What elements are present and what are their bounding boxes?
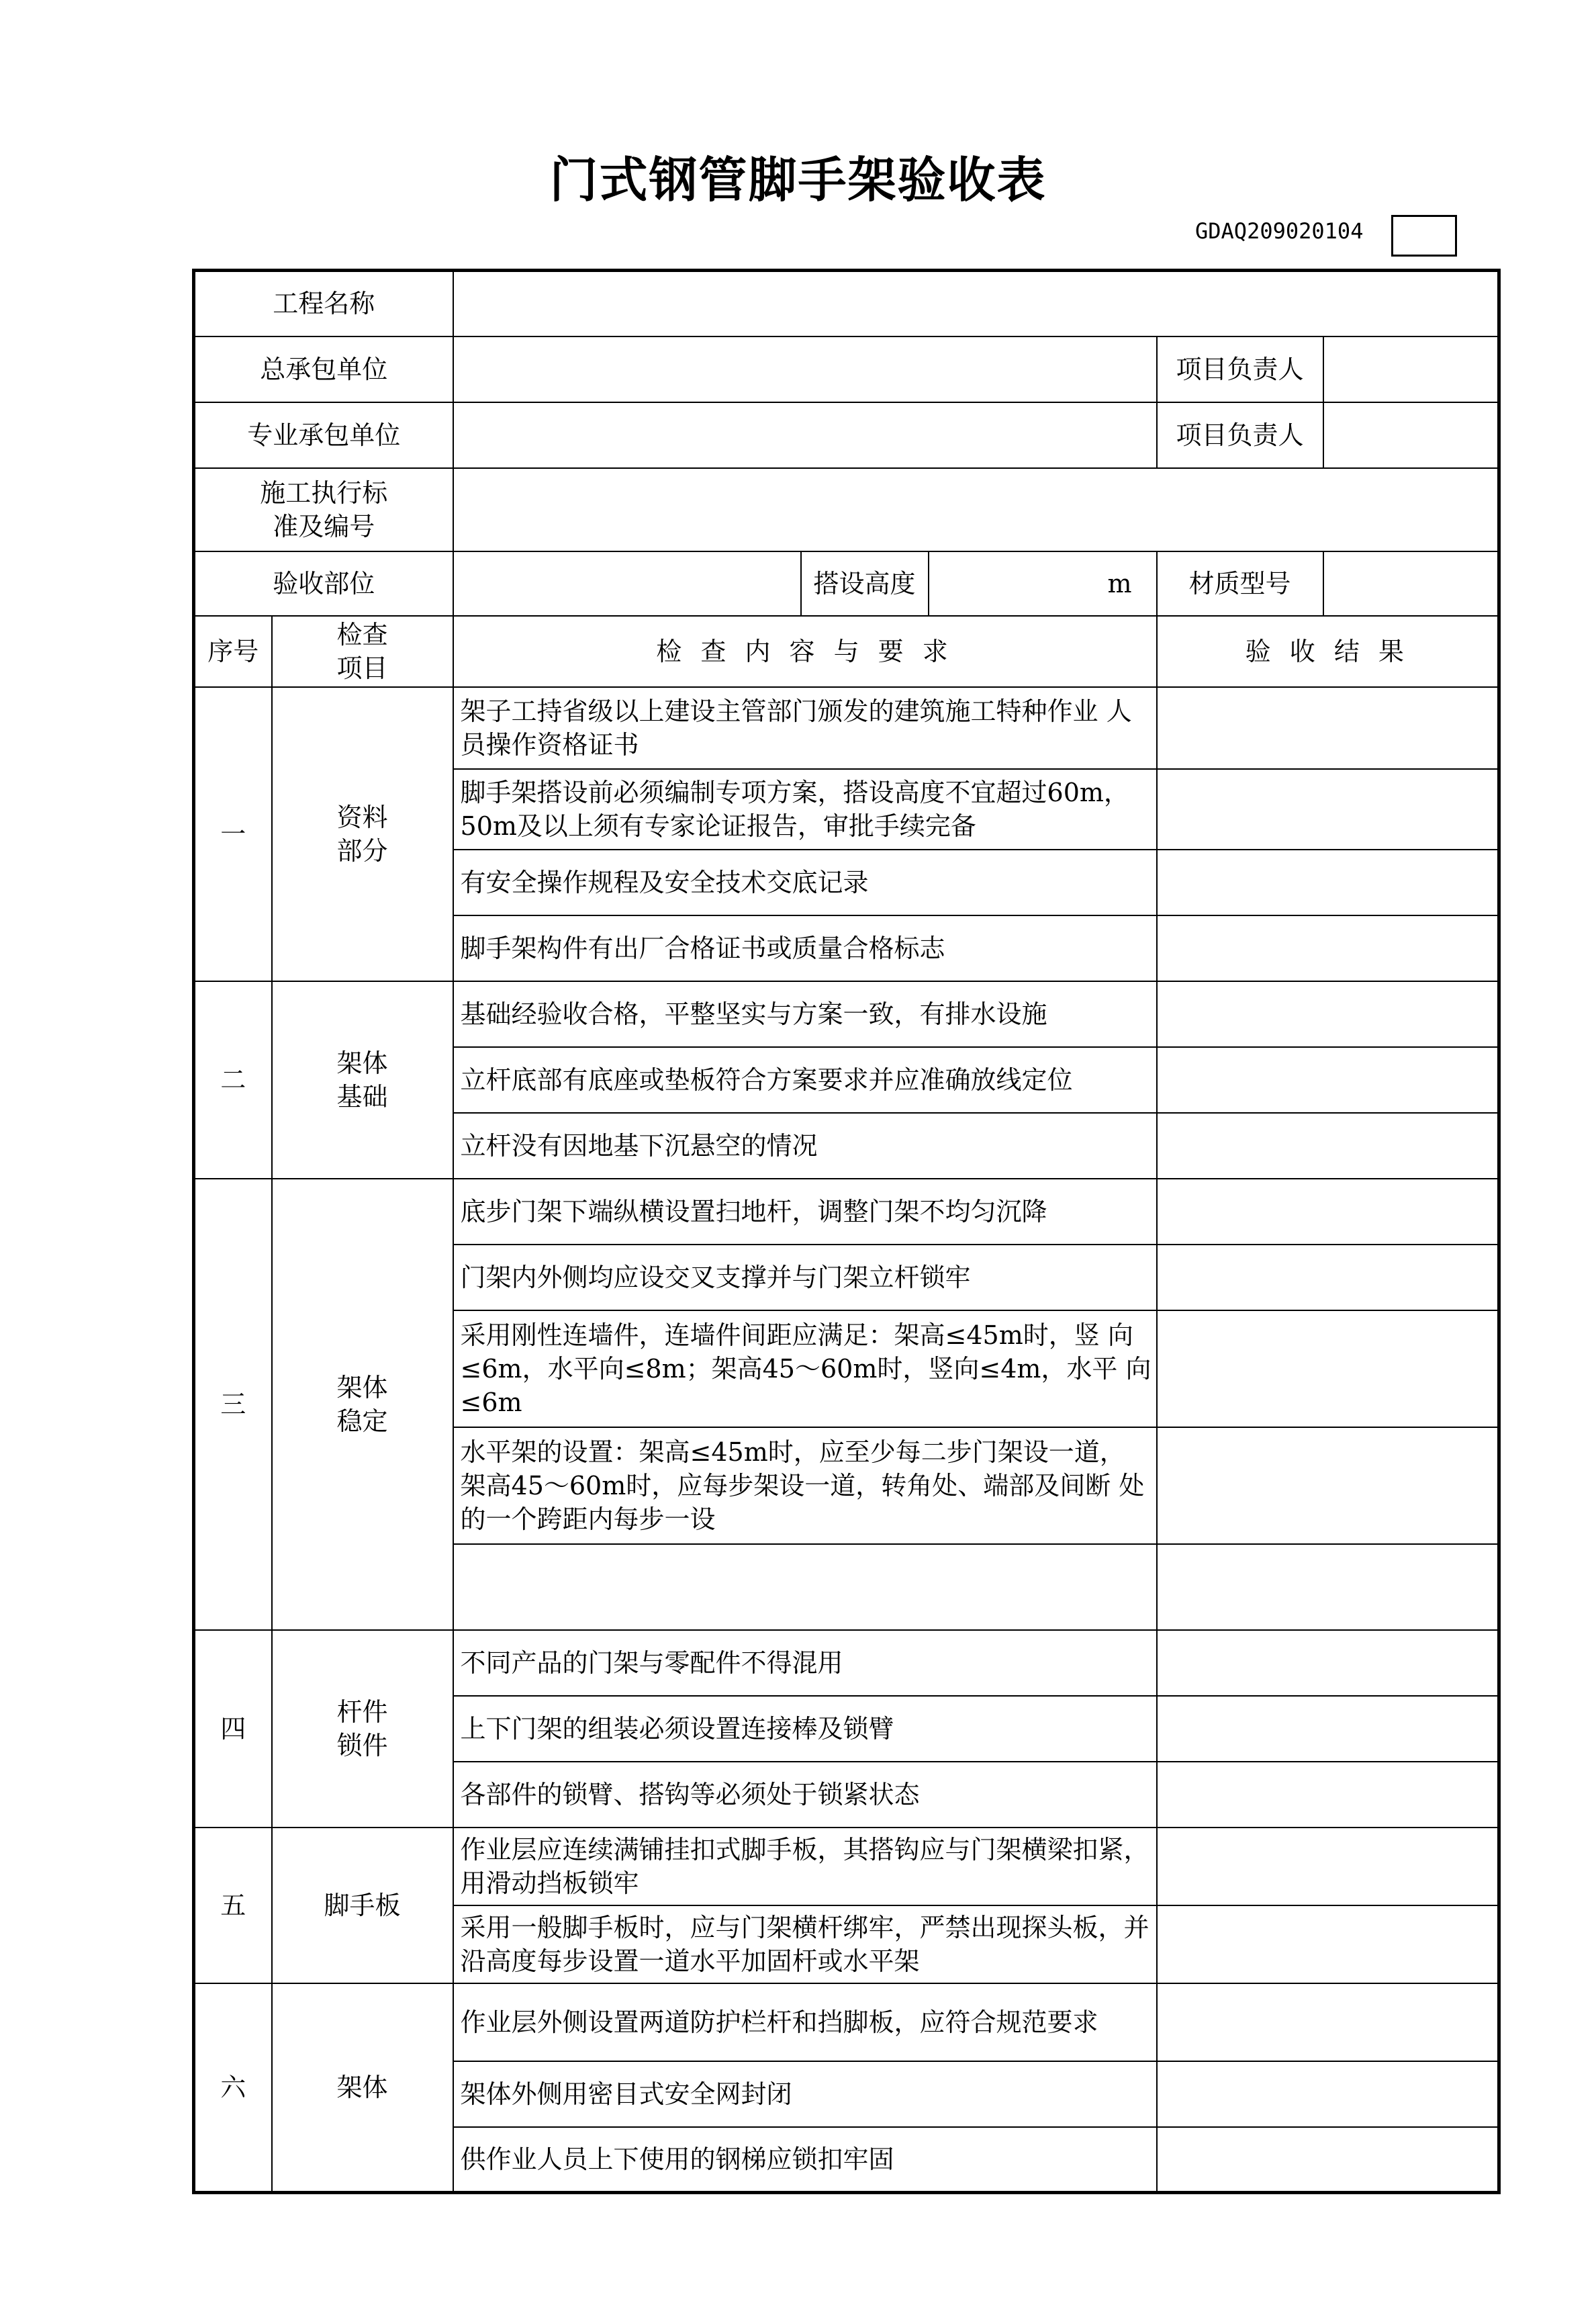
page-title: 门式钢管脚手架验收表 (549, 152, 1047, 208)
column-seq: 序号 (194, 616, 272, 687)
requirement-text: 水平架的设置：架高≤45m时，应至少每二步门架设一道， 架高45～60m时，应每步架设一道，转角处、端部及间断 处的一个跨距内每步一设 (453, 1427, 1157, 1544)
result-field[interactable] (1157, 1762, 1499, 1828)
general-contractor-label: 总承包单位 (194, 336, 453, 402)
requirement-text: 不同产品的门架与零配件不得混用 (453, 1630, 1157, 1696)
section-item-line1: 资料 (336, 802, 388, 832)
requirement-text: 有安全操作规程及安全技术交底记录 (453, 850, 1157, 915)
standard-label (194, 468, 453, 551)
standard-label-line1: 施工执行标 (260, 478, 388, 508)
column-item-line1: 检查 (336, 619, 388, 649)
section-item-line2: 稳定 (336, 1406, 388, 1436)
section-item-line1: 架体 (336, 1048, 388, 1078)
section-item (272, 1179, 453, 1630)
standard-label-line2: 准及编号 (273, 511, 375, 541)
column-item (272, 616, 453, 687)
section-item (272, 1630, 453, 1828)
inspection-form (192, 269, 1501, 2194)
requirement-text: 采用刚性连墙件，连墙件间距应满足：架高≤45m时，竖 向≤6m，水平向≤8m；架高45～60m时，竖向≤4m，水平 向≤6m (453, 1310, 1157, 1427)
requirement-text: 立杆没有因地基下沉悬空的情况 (453, 1113, 1157, 1179)
section-item-line2: 锁件 (336, 1730, 388, 1760)
inspection-part-label: 验收部位 (194, 551, 453, 616)
result-field[interactable] (1157, 1047, 1499, 1113)
requirement-text: 架子工持省级以上建设主管部门颁发的建筑施工特种作业 人员操作资格证书 (453, 687, 1157, 769)
requirement-text: 作业层应连续满铺挂扣式脚手板，其搭钩应与门架横梁扣紧，用滑动挡板锁牢 (453, 1828, 1157, 1905)
result-field[interactable] (1157, 981, 1499, 1047)
result-field[interactable] (1157, 769, 1499, 850)
material-label: 材质型号 (1157, 551, 1323, 616)
section-item (272, 1983, 453, 2193)
column-item-line2: 项目 (336, 653, 388, 683)
section-item-line2: 基础 (336, 1081, 388, 1112)
requirement-text: 门架内外侧均应设交叉支撑并与门架立杆锁牢 (453, 1245, 1157, 1310)
requirement-text: 作业层外侧设置两道防护栏杆和挡脚板，应符合规范要求 (453, 1983, 1157, 2061)
general-contractor-field[interactable] (453, 336, 1157, 402)
requirement-text: 立杆底部有底座或垫板符合方案要求并应准确放线定位 (453, 1047, 1157, 1113)
project-manager-label-2: 项目负责人 (1157, 402, 1323, 468)
result-field[interactable] (1157, 1179, 1499, 1245)
project-name-label: 工程名称 (194, 271, 453, 336)
column-content: 检 查 内 容 与 要 求 (453, 616, 1157, 687)
requirement-text: 供作业人员上下使用的钢梯应锁扣牢固 (453, 2127, 1157, 2193)
requirement-text (453, 1544, 1157, 1630)
requirement-text: 采用一般脚手板时，应与门架横杆绑牢，严禁出现探头板，并沿高度每步设置一道水平加固杆或水平架 (453, 1905, 1157, 1983)
result-field[interactable] (1157, 1544, 1499, 1630)
section-item-line2: 部分 (336, 836, 388, 866)
standard-field[interactable] (453, 468, 1499, 551)
section-item-line1: 脚手板 (324, 1890, 401, 1920)
result-field[interactable] (1157, 1427, 1499, 1544)
result-field[interactable] (1157, 1696, 1499, 1762)
result-field[interactable] (1157, 1828, 1499, 1905)
project-name-field[interactable] (453, 271, 1499, 336)
section-item-line1: 杆件 (336, 1697, 388, 1727)
section-seq: 二 (194, 981, 272, 1179)
section-item-line1: 架体 (336, 2072, 388, 2102)
result-field[interactable] (1157, 1113, 1499, 1179)
section-item (272, 687, 453, 981)
section-item-line1: 架体 (336, 1372, 388, 1402)
result-field[interactable] (1157, 1983, 1499, 2061)
specialty-contractor-label: 专业承包单位 (194, 402, 453, 468)
requirement-text: 架体外侧用密目式安全网封闭 (453, 2061, 1157, 2127)
result-field[interactable] (1157, 1905, 1499, 1983)
height-unit: m (1107, 568, 1132, 598)
section-seq: 六 (194, 1983, 272, 2193)
section-seq: 四 (194, 1630, 272, 1828)
requirement-text: 底步门架下端纵横设置扫地杆，调整门架不均匀沉降 (453, 1179, 1157, 1245)
result-field[interactable] (1157, 2127, 1499, 2193)
section-seq: 三 (194, 1179, 272, 1630)
form-code-box[interactable] (1391, 215, 1457, 257)
requirement-text: 基础经验收合格，平整坚实与方案一致，有排水设施 (453, 981, 1157, 1047)
result-field[interactable] (1157, 915, 1499, 981)
requirement-text: 脚手架构件有出厂合格证书或质量合格标志 (453, 915, 1157, 981)
column-result: 验 收 结 果 (1157, 616, 1499, 687)
requirement-text: 上下门架的组装必须设置连接棒及锁臂 (453, 1696, 1157, 1762)
result-field[interactable] (1157, 2061, 1499, 2127)
result-field[interactable] (1157, 1630, 1499, 1696)
requirement-text: 脚手架搭设前必须编制专项方案，搭设高度不宜超过60m， 50m及以上须有专家论证报告，审批手续完备 (453, 769, 1157, 850)
result-field[interactable] (1157, 687, 1499, 769)
project-manager-field[interactable] (1323, 336, 1499, 402)
result-field[interactable] (1157, 1310, 1499, 1427)
project-manager-field-2[interactable] (1323, 402, 1499, 468)
result-field[interactable] (1157, 1245, 1499, 1310)
specialty-contractor-field[interactable] (453, 402, 1157, 468)
project-manager-label: 项目负责人 (1157, 336, 1323, 402)
erect-height-label: 搭设高度 (801, 551, 929, 616)
inspection-part-field[interactable] (453, 551, 801, 616)
result-field[interactable] (1157, 850, 1499, 915)
erect-height-field[interactable] (929, 551, 1157, 616)
requirement-text: 各部件的锁臂、搭钩等必须处于锁紧状态 (453, 1762, 1157, 1828)
section-seq: 一 (194, 687, 272, 981)
section-item (272, 981, 453, 1179)
material-field[interactable] (1323, 551, 1499, 616)
section-seq: 五 (194, 1828, 272, 1983)
form-code: GDAQ209020104 (1195, 218, 1364, 244)
section-item (272, 1828, 453, 1983)
